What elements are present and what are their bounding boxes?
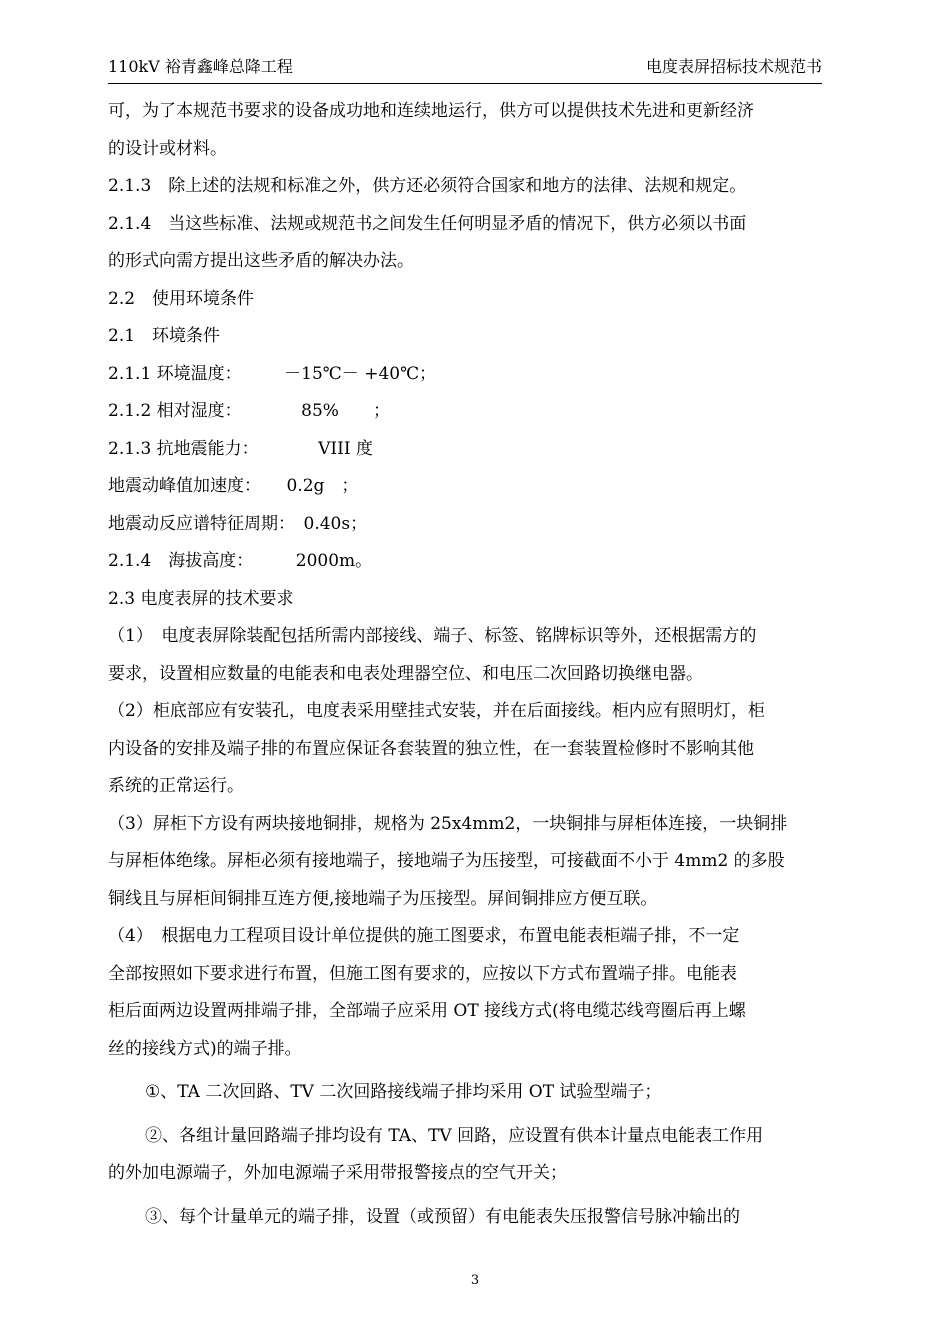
body-line: 内设备的安排及端子排的布置应保证各套装置的独立性，在一套装置检修时不影响其他 bbox=[108, 738, 754, 759]
body-line: 全部按照如下要求进行布置，但施工图有要求的，应按以下方式布置端子排。电能表 bbox=[108, 963, 737, 984]
body-line: （2）柜底部应有安装孔，电度表采用壁挂式安装，并在后面接线。柜内应有照明灯，柜 bbox=[108, 701, 765, 721]
spec-line-altitude: 2.1.4 海拔高度： 2000m。 bbox=[108, 551, 373, 571]
body-line: （3）屏柜下方设有两块接地铜排，规格为 25x4mm2，一块铜排与屏柜体连接，一块铜排 bbox=[108, 813, 788, 834]
list-item: ③、每个计量单元的端子排，设置（或预留）有电能表失压报警信号脉冲输出的 bbox=[145, 1206, 740, 1227]
body-line: 可，为了本规范书要求的设备成功地和连续地运行，供方可以提供技术先进和更新经济 bbox=[108, 101, 754, 121]
list-item: ①、TA 二次回路、TV 二次回路接线端子排均采用 OT 试验型端子； bbox=[145, 1082, 662, 1102]
running-header bbox=[108, 56, 822, 82]
spec-line-humidity: 2.1.2 相对湿度： 85% ； bbox=[108, 401, 390, 421]
body-line: 2.1.3 除上述的法规和标准之外，供方还必须符合国家和地方的法律、法规和规定。 bbox=[108, 176, 747, 196]
body-line: 与屏柜体绝缘。屏柜必须有接地端子，接地端子为压接型，可接截面不小于 4mm2 的多股 bbox=[108, 851, 785, 871]
body-line: 的形式向需方提出这些矛盾的解决办法。 bbox=[108, 251, 414, 271]
spec-line-peak-acceleration: 地震动峰值加速度： 0.2g ； bbox=[108, 476, 359, 496]
body-line: 要求，设置相应数量的电能表和电表处理器空位、和电压二次回路切换继电器。 bbox=[108, 663, 703, 684]
body-line: 系统的正常运行。 bbox=[108, 776, 244, 796]
body-line: 丝的接线方式)的端子排。 bbox=[108, 1038, 302, 1059]
body-line: 的设计或材料。 bbox=[108, 138, 227, 159]
header-project-title: 110kV 裕青鑫峰总降工程 bbox=[108, 57, 293, 76]
body-line: （4） 根据电力工程项目设计单位提供的施工图要求，布置电能表柜端子排，不一定 bbox=[108, 926, 740, 946]
spec-line-seismic: 2.1.3 抗地震能力： VIII 度 bbox=[108, 438, 373, 459]
header-divider bbox=[108, 83, 822, 84]
header-document-title: 电度表屏招标技术规范书 bbox=[645, 57, 822, 76]
body-line: （1） 电度表屏除装配包括所需内部接线、端子、标签、铭牌标识等外，还根据需方的 bbox=[108, 626, 757, 646]
page-number: 3 bbox=[470, 1273, 480, 1288]
document-body bbox=[108, 93, 822, 1236]
body-line: 铜线且与屏柜间铜排互连方便,接地端子为压接型。屏间铜排应方便互联。 bbox=[108, 888, 658, 909]
section-heading: 2.3 电度表屏的技术要求 bbox=[108, 588, 294, 609]
body-line: 2.1.4 当这些标准、法规或规范书之间发生任何明显矛盾的情况下，供方必须以书面 bbox=[108, 213, 747, 234]
spec-line-temperature: 2.1.1 环境温度： －15℃－ +40℃； bbox=[108, 363, 437, 384]
section-heading: 2.2 使用环境条件 bbox=[108, 288, 255, 309]
section-heading: 2.1 环境条件 bbox=[108, 326, 221, 346]
body-line: 柜后面两边设置两排端子排，全部端子应采用 OT 接线方式(将电缆芯线弯圈后再上螺 bbox=[108, 1001, 746, 1021]
spec-line-response-period: 地震动反应谱特征周期： 0.40s； bbox=[108, 513, 368, 534]
body-line: 的外加电源端子，外加电源端子采用带报警接点的空气开关； bbox=[108, 1163, 567, 1183]
list-item: ②、各组计量回路端子排均设有 TA、TV 回路，应设置有供本计量点电能表工作用 bbox=[145, 1125, 764, 1146]
